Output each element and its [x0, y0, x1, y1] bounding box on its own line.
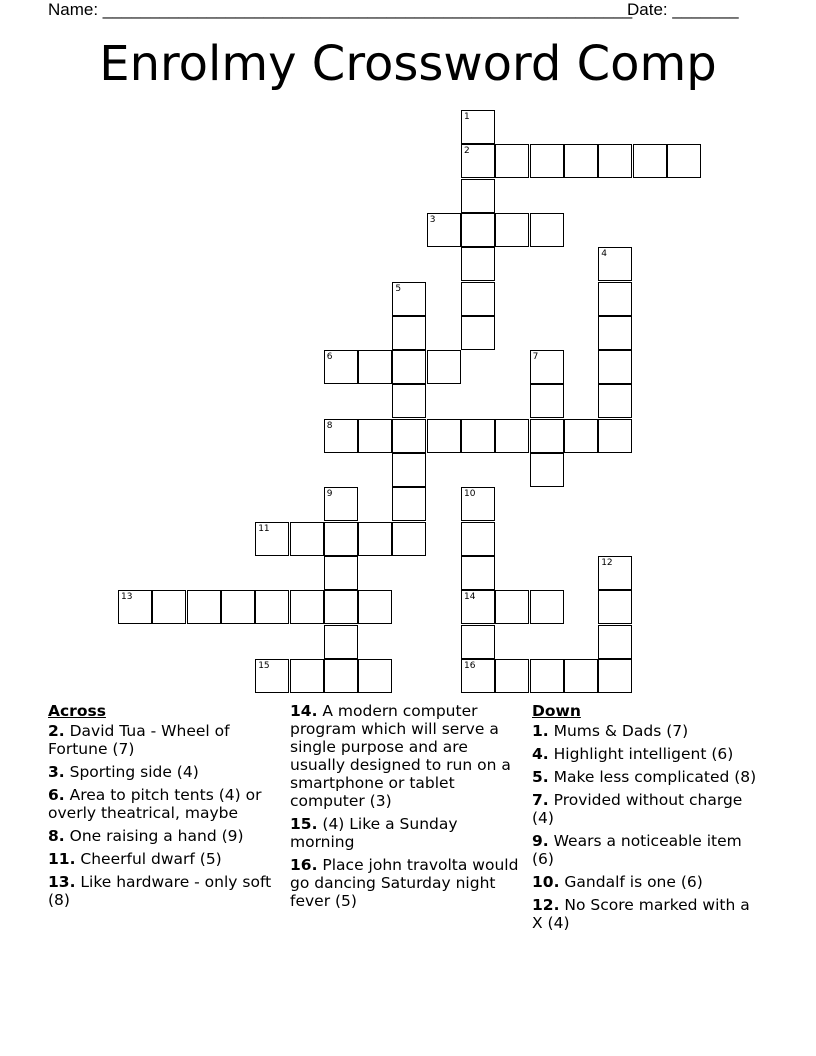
grid-cell[interactable]	[392, 282, 426, 316]
grid-cell[interactable]	[290, 522, 324, 556]
cell-number: 2	[464, 146, 470, 157]
grid-cell[interactable]	[152, 590, 186, 624]
down-heading: Down	[532, 702, 581, 720]
grid-cell[interactable]	[358, 419, 392, 453]
clue-text: Place john travolta would go dancing Saturday night fever (5)	[290, 856, 519, 910]
cell-number: 14	[464, 592, 476, 603]
grid-cell[interactable]	[290, 659, 324, 693]
clue-number: 13.	[48, 873, 76, 891]
clue-item	[532, 768, 757, 786]
grid-cell[interactable]	[461, 590, 495, 624]
cell-number: 11	[258, 523, 270, 534]
clue-item	[290, 702, 525, 810]
cell-number: 9	[326, 489, 333, 500]
clue-item	[48, 763, 278, 781]
cell-number: 5	[395, 283, 402, 294]
cell-number: 10	[464, 489, 476, 500]
cell-number: 7	[532, 352, 539, 363]
grid-cell[interactable]	[598, 659, 632, 693]
grid-cell[interactable]	[427, 419, 461, 453]
clue-number: 2.	[48, 722, 65, 740]
grid-cell[interactable]	[358, 522, 392, 556]
grid-cell[interactable]	[530, 384, 564, 418]
clue-item	[532, 832, 757, 868]
grid-cell[interactable]	[392, 316, 426, 350]
grid-cell[interactable]	[461, 247, 495, 281]
clue-text: Gandalf is one (6)	[559, 873, 703, 891]
grid-cell[interactable]	[461, 144, 495, 178]
grid-cell[interactable]	[564, 144, 598, 178]
grid-cell[interactable]	[461, 522, 495, 556]
cell-number: 4	[601, 249, 607, 260]
grid-cell[interactable]	[530, 144, 564, 178]
grid-cell[interactable]	[667, 144, 701, 178]
clue-number: 4.	[532, 745, 549, 763]
grid-cell[interactable]	[598, 316, 632, 350]
grid-cell[interactable]	[461, 556, 495, 590]
clue-text: Mums & Dads (7)	[548, 722, 689, 740]
grid-cell[interactable]	[564, 419, 598, 453]
clue-item	[532, 722, 757, 740]
clue-number: 9.	[532, 832, 549, 850]
clue-item	[48, 850, 278, 868]
clue-number: 5.	[532, 768, 549, 786]
grid-cell[interactable]	[598, 625, 632, 659]
date-field[interactable]: Date: _______	[627, 0, 739, 19]
clue-number: 14.	[290, 702, 318, 720]
grid-cell[interactable]	[530, 213, 564, 247]
grid-cell[interactable]	[392, 487, 426, 521]
grid-cell[interactable]	[324, 419, 358, 453]
down-clues-list	[532, 702, 757, 937]
clue-text: Like hardware - only soft (8)	[48, 873, 272, 909]
grid-cell[interactable]	[461, 487, 495, 521]
clue-item	[48, 786, 278, 822]
clue-text: A modern computer program which will serve a single purpose and are usually designed to run on a smartphone or tablet computer (3)	[290, 702, 511, 810]
across-clues-continued	[290, 702, 525, 915]
grid-cell[interactable]	[255, 590, 289, 624]
clue-item	[48, 827, 278, 845]
cell-number: 3	[429, 214, 436, 225]
clue-number: 15.	[290, 815, 318, 833]
grid-cell[interactable]	[530, 659, 564, 693]
clue-item	[290, 815, 525, 851]
grid-cell[interactable]	[598, 247, 632, 281]
grid-cell[interactable]	[564, 659, 598, 693]
clue-item	[48, 873, 278, 909]
cell-number: 8	[326, 420, 333, 431]
grid-cell[interactable]	[392, 522, 426, 556]
grid-cell[interactable]	[324, 350, 358, 384]
clue-text: Cheerful dwarf (5)	[75, 850, 222, 868]
across-heading: Across	[48, 702, 106, 720]
clue-item	[48, 722, 278, 758]
clue-text: (4) Like a Sunday morning	[290, 815, 458, 851]
grid-cell[interactable]	[324, 556, 358, 590]
grid-cell[interactable]	[461, 179, 495, 213]
grid-cell[interactable]	[221, 590, 255, 624]
clue-text: Provided without charge (4)	[532, 791, 743, 827]
clue-item	[532, 896, 757, 932]
grid-cell[interactable]	[461, 110, 495, 144]
grid-cell[interactable]	[633, 144, 667, 178]
grid-cell[interactable]	[598, 282, 632, 316]
grid-cell[interactable]	[358, 350, 392, 384]
name-field[interactable]: Name: ________________________________________________________	[48, 0, 633, 19]
grid-cell[interactable]	[530, 350, 564, 384]
clue-text: Wears a noticeable item (6)	[532, 832, 742, 868]
clue-text: Sporting side (4)	[64, 763, 199, 781]
clue-text: One raising a hand (9)	[64, 827, 244, 845]
grid-cell[interactable]	[598, 590, 632, 624]
grid-cell[interactable]	[392, 350, 426, 384]
grid-cell[interactable]	[255, 659, 289, 693]
cell-number: 13	[121, 592, 133, 603]
cell-number: 1	[464, 112, 470, 122]
clue-item	[532, 745, 757, 763]
grid-cell[interactable]	[392, 384, 426, 418]
grid-cell[interactable]	[118, 590, 152, 624]
grid-cell[interactable]	[187, 590, 221, 624]
grid-cell[interactable]	[290, 590, 324, 624]
grid-cell[interactable]	[530, 453, 564, 487]
grid-cell[interactable]	[461, 213, 495, 247]
clue-text: Make less complicated (8)	[548, 768, 757, 786]
clue-number: 8.	[48, 827, 65, 845]
clue-number: 10.	[532, 873, 560, 891]
grid-cell[interactable]	[530, 590, 564, 624]
grid-cell[interactable]	[598, 419, 632, 453]
clue-number: 11.	[48, 850, 76, 868]
grid-cell[interactable]	[495, 419, 529, 453]
page-title: Enrolmy Crossword Comp	[99, 36, 717, 92]
grid-cell[interactable]	[461, 659, 495, 693]
grid-cell[interactable]	[324, 625, 358, 659]
clue-number: 16.	[290, 856, 318, 874]
grid-cell[interactable]	[324, 522, 358, 556]
grid-cell[interactable]	[324, 487, 358, 521]
clue-number: 12.	[532, 896, 560, 914]
cell-number: 16	[464, 660, 476, 671]
grid-cell[interactable]	[598, 144, 632, 178]
grid-cell[interactable]	[392, 419, 426, 453]
grid-cell[interactable]	[427, 350, 461, 384]
clue-text: Area to pitch tents (4) or overly theatrical, maybe	[48, 786, 262, 822]
clue-text: Highlight intelligent (6)	[548, 745, 734, 763]
grid-cell[interactable]	[495, 590, 529, 624]
clue-number: 1.	[532, 722, 549, 740]
clue-text: No Score marked with a X (4)	[532, 896, 750, 932]
grid-cell[interactable]	[530, 419, 564, 453]
cell-number: 6	[326, 352, 333, 363]
grid-cell[interactable]	[255, 522, 289, 556]
clue-number: 6.	[48, 786, 65, 804]
grid-cell[interactable]	[324, 659, 358, 693]
clue-item	[532, 791, 757, 827]
grid-cell[interactable]	[598, 350, 632, 384]
grid-cell[interactable]	[427, 213, 461, 247]
grid-cell[interactable]	[461, 316, 495, 350]
grid-cell[interactable]	[358, 659, 392, 693]
grid-cell[interactable]	[324, 590, 358, 624]
clue-number: 7.	[532, 791, 549, 809]
grid-cell[interactable]	[495, 144, 529, 178]
cell-number: 15	[258, 660, 270, 671]
grid-cell[interactable]	[598, 384, 632, 418]
grid-cell[interactable]	[358, 590, 392, 624]
across-clues-list	[48, 702, 278, 914]
grid-cell[interactable]	[392, 453, 426, 487]
grid-cell[interactable]	[461, 419, 495, 453]
cell-number: 12	[601, 557, 613, 568]
clue-number: 3.	[48, 763, 65, 781]
clue-item	[532, 873, 757, 891]
clue-item	[290, 856, 525, 910]
grid-cell[interactable]	[598, 556, 632, 590]
clue-text: David Tua - Wheel of Fortune (7)	[48, 722, 230, 758]
grid-cell[interactable]	[495, 659, 529, 693]
grid-cell[interactable]	[461, 282, 495, 316]
grid-cell[interactable]	[461, 625, 495, 659]
grid-cell[interactable]	[495, 213, 529, 247]
